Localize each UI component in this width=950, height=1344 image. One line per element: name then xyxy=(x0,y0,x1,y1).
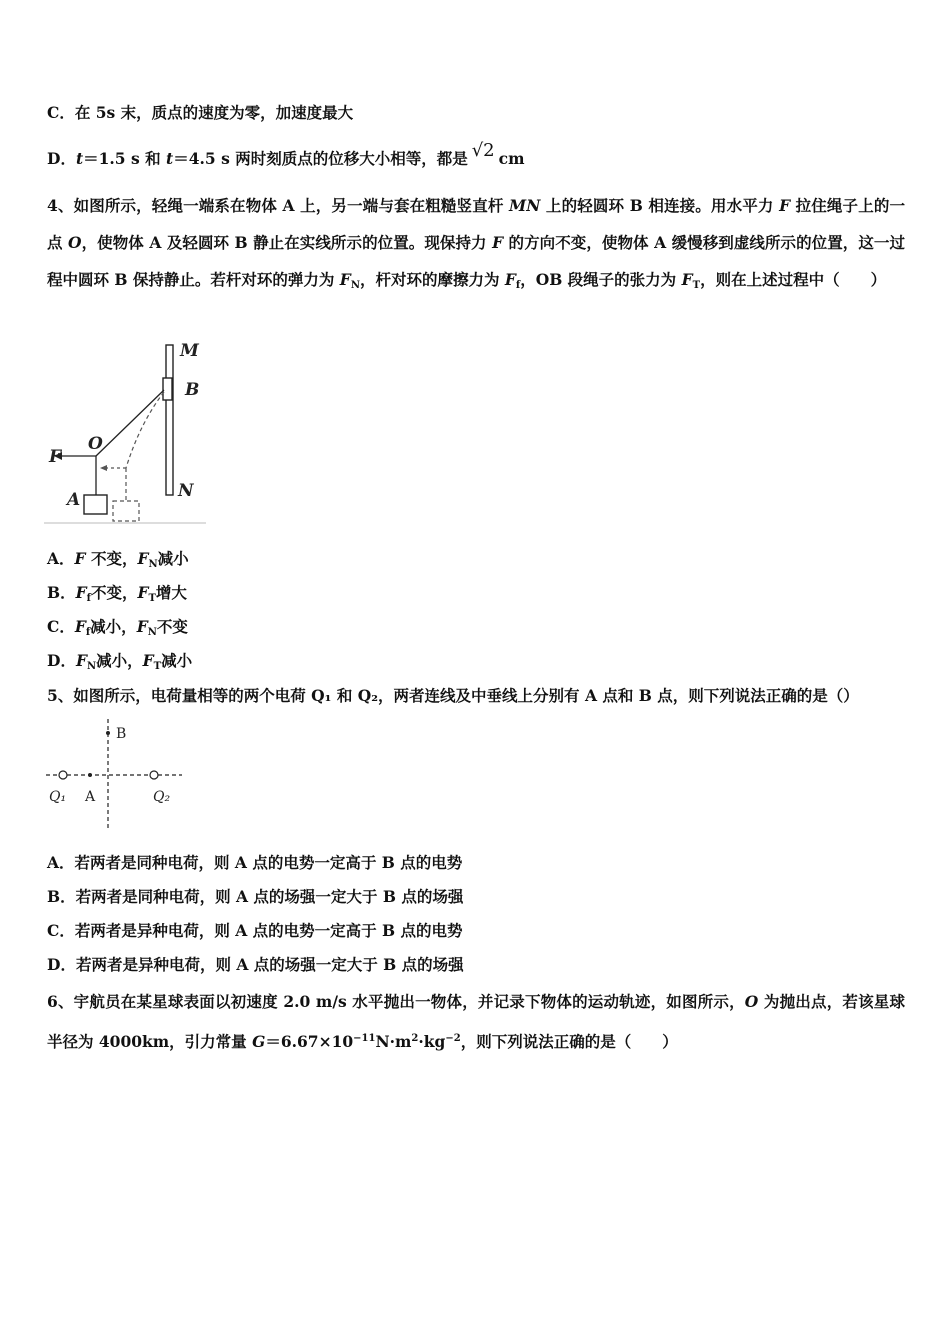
point-b xyxy=(106,731,110,735)
q4-option-a: A．F 不变，$F_N$减小 xyxy=(47,549,189,570)
label-b: B xyxy=(116,726,127,742)
q4-option-d: D．$F_N$减小，$F_T$减小 xyxy=(47,651,193,672)
label-f: F xyxy=(49,447,62,467)
q5-figure xyxy=(40,715,190,835)
q5-stem: 5、如图所示，电荷量相等的两个电荷 Q₁ 和 Q₂，两者连线及中垂线上分别有 A 点和 B 点，则下列说法正确的是（） xyxy=(47,686,859,705)
label-m: M xyxy=(180,341,199,361)
label-o: O xyxy=(88,434,103,454)
q5-option-c: C．若两者是异种电荷，则 A 点的电势一定高于 B 点的电势 xyxy=(47,921,463,940)
q4-option-c: C．$F_f$减小，$F_N$不变 xyxy=(47,617,188,638)
label-n: N xyxy=(178,481,194,501)
q3-option-d: D．t＝1.5 s 和 t＝4.5 s 两时刻质点的位移大小相等，都是 √2 cm xyxy=(47,140,525,168)
block-a-dashed xyxy=(113,501,139,521)
label-q1: Q₁ xyxy=(49,789,67,805)
sqrt-two: √2 xyxy=(471,140,495,161)
q4-stem: 4、如图所示，轻绳一端系在物体 A 上，另一端与套在粗糙竖直杆 MN 上的轻圆环 B 相连接。用水平力 F 拉住绳子上的一点 O，使物体 A 及轻圆环 B 静止在实线所示的位置。现保持力 F 的方向不变，使物体 A 缓慢移到虚线所示的位置，这一过程中圆环 B 保持静止。若杆对环的弹力为 $F_N$，杆对环的摩擦力为 $F_f$，OB 段绳子的张力为 $F_T$，则在上述过程中（ ） xyxy=(47,196,905,291)
ring-b xyxy=(163,378,172,400)
q5-option-b: B．若两者是同种电荷，则 A 点的场强一定大于 B 点的场强 xyxy=(47,887,464,906)
q3-option-c: C．在 5s 末，质点的速度为零，加速度最大 xyxy=(47,103,354,122)
q5-option-a: A．若两者是同种电荷，则 A 点的电势一定高于 B 点的电势 xyxy=(47,853,463,872)
q4-option-b: B．$F_f$不变，$F_T$增大 xyxy=(47,583,187,604)
block-a xyxy=(84,495,107,514)
charge-q1 xyxy=(59,771,67,779)
point-a xyxy=(88,773,92,777)
label-a: A xyxy=(67,490,81,510)
q6-stem: 6、宇航员在某星球表面以初速度 2.0 m/s 水平抛出一物体，并记录下物体的运动轨迹，如图所示，O 为抛出点，若该星球半径为 4000km，引力常量 $G=6.67\times 10^{-11}N\cdot m^2\cdot kg^{-2}$，则下列说法正确的是（ ） xyxy=(47,992,905,1051)
label-b: B xyxy=(185,380,200,400)
label-a: A xyxy=(85,789,96,805)
q5-option-d: D．若两者是异种电荷，则 A 点的场强一定大于 B 点的场强 xyxy=(47,955,464,974)
charge-q2 xyxy=(150,771,158,779)
label-q2: Q₂ xyxy=(153,789,171,805)
q4-figure xyxy=(40,338,215,528)
rod-mn xyxy=(166,345,173,495)
